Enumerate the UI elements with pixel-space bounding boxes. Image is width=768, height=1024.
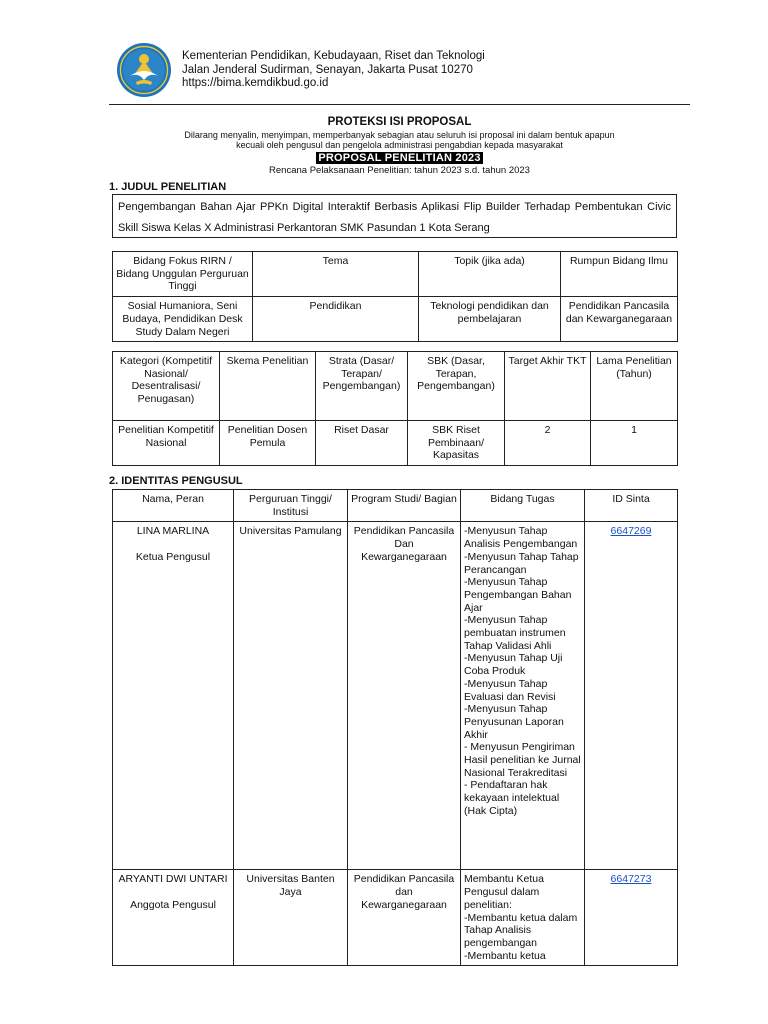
header-cell: Bidang Fokus RIRN / Bidang Unggulan Perguruan Tinggi	[113, 252, 253, 297]
cell-name-role	[113, 522, 234, 870]
cell-sinta	[585, 522, 678, 870]
task-list: Membantu Ketua Pengusul dalam penelitian: -Membantu ketua dalam Tahap Analisis pengembangan -Membantu ketua	[464, 873, 578, 962]
header-cell: Topik (jika ada)	[419, 252, 561, 297]
header-cell: Perguruan Tinggi/ Institusi	[234, 490, 348, 522]
cell-program: Pendidikan Pancasila Dan Kewarganegaraan	[348, 522, 461, 870]
protection-notice-line1: Dilarang menyalin, menyimpan, memperbanyak sebagian atau seluruh isi proposal ini dalam bentuk apapun	[184, 130, 615, 140]
cell-tkt: 2	[505, 421, 591, 466]
cell-tema: Pendidikan	[253, 297, 419, 342]
letterhead	[112, 38, 690, 104]
tut-wuri-handayani-logo	[116, 42, 172, 98]
cell-tasks	[461, 870, 585, 966]
proposal-label: PROPOSAL PENELITIAN 2023	[318, 152, 481, 164]
cell-strata: Riset Dasar	[316, 421, 408, 466]
header-cell: Strata (Dasar/ Terapan/ Pengembangan)	[316, 352, 408, 421]
header-cell: Kategori (Kompetitif Nasional/ Desentralisasi/ Penugasan)	[113, 352, 220, 421]
table-header-row	[113, 352, 678, 421]
header-cell: Lama Penelitian (Tahun)	[591, 352, 678, 421]
table-row	[113, 421, 678, 466]
cell-topik: Teknologi pendidikan dan pembelajaran	[419, 297, 561, 342]
header-divider	[109, 104, 690, 105]
section-heading-identitas: 2. IDENTITAS PENGUSUL	[109, 475, 243, 487]
cell-sinta	[585, 870, 678, 966]
cell-kategori: Penelitian Kompetitif Nasional	[113, 421, 220, 466]
header-cell: ID Sinta	[585, 490, 678, 522]
cell-institution: Universitas Banten Jaya	[234, 870, 348, 966]
cell-program: Pendidikan Pancasila dan Kewarganegaraan	[348, 870, 461, 966]
proposer-role: Anggota Pengusul	[130, 899, 216, 912]
cell-name-role	[113, 870, 234, 966]
section-heading-judul: 1. JUDUL PENELITIAN	[109, 181, 227, 193]
institution-info	[182, 50, 485, 91]
scheme-table	[112, 351, 678, 466]
cell-sbk: SBK Riset Pembinaan/ Kapasitas	[408, 421, 505, 466]
cell-lama: 1	[591, 421, 678, 466]
proposal-label-wrap	[109, 152, 690, 164]
header-cell: Skema Penelitian	[220, 352, 316, 421]
table-row	[113, 297, 678, 342]
cell-rumpun: Pendidikan Pancasila dan Kewarganegaraan	[561, 297, 678, 342]
header-cell: Tema	[253, 252, 419, 297]
table-row	[113, 522, 678, 870]
research-title-box: Pengembangan Bahan Ajar PPKn Digital Interaktif Berbasis Aplikasi Flip Builder Terhadap Pembentukan Civic Skill Siswa Kelas X Administrasi Perkantoran SMK Pasundan 1 Kota Serang	[112, 194, 677, 238]
header-cell: Rumpun Bidang Ilmu	[561, 252, 678, 297]
proposer-name: ARYANTI DWI UNTARI	[118, 873, 228, 886]
proposer-name: LINA MARLINA	[136, 525, 210, 538]
table-row	[113, 870, 678, 966]
ministry-address: Jalan Jenderal Sudirman, Senayan, Jakarta Pusat 10270	[182, 63, 473, 76]
cell-skema: Penelitian Dosen Pemula	[220, 421, 316, 466]
sinta-link[interactable]: 6647273	[610, 873, 652, 886]
task-list: -Menyusun Tahap Analisis Pengembangan -Menyusun Tahap Tahap Perancangan -Menyusun Tahap Pengembangan Bahan Ajar -Menyusun Tahap pembuatan instrumen Tahap Validasi Ahli -Menyusun Tahap Uji Coba Produk -Menyusun Tahap Evaluasi dan Revisi -Menyusun Tahap Penyusunan Laporan Akhir - Menyusun Pengiriman Hasil penelitian ke Jurnal Nasional Terakreditasi - Pendaftaran hak kekayaan intelektual (Hak Cipta)	[464, 525, 581, 817]
header-cell: Program Studi/ Bagian	[348, 490, 461, 522]
cell-bidang-fokus: Sosial Humaniora, Seni Budaya, Pendidikan Desk Study Dalam Negeri	[113, 297, 253, 342]
protection-title: PROTEKSI ISI PROPOSAL	[327, 116, 472, 128]
header-cell: Bidang Tugas	[461, 490, 585, 522]
protection-notice-line2: kecuali oleh pengusul dan pengelola administrasi pengabdian kepada masyarakat	[236, 140, 563, 150]
header-cell: Nama, Peran	[113, 490, 234, 522]
header-cell: Target Akhir TKT	[505, 352, 591, 421]
proposer-role: Ketua Pengusul	[135, 551, 211, 564]
cell-institution: Universitas Pamulang	[234, 522, 348, 870]
proposer-table	[112, 489, 678, 966]
sinta-link[interactable]: 6647269	[610, 525, 652, 538]
cell-tasks	[461, 522, 585, 870]
ministry-name: Kementerian Pendidikan, Kebudayaan, Riset dan Teknologi	[182, 50, 485, 62]
ministry-website[interactable]: https://bima.kemdikbud.go.id	[182, 77, 329, 89]
focus-table	[112, 251, 678, 342]
table-header-row	[113, 252, 678, 297]
plan-period: Rencana Pelaksanaan Penelitian: tahun 2023 s.d. tahun 2023	[269, 165, 530, 176]
header-cell: SBK (Dasar, Terapan, Pengembangan)	[408, 352, 505, 421]
table-header-row	[113, 490, 678, 522]
